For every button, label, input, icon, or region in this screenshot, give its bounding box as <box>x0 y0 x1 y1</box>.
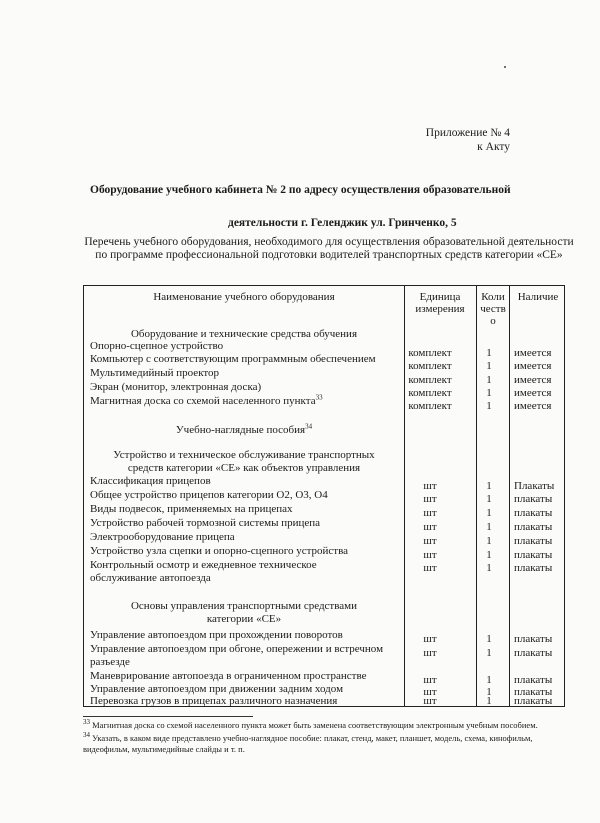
table-row-unit: комплект <box>408 387 452 399</box>
table-row-avail: плакаты <box>514 562 553 574</box>
footnote-text: Указать, в каком виде представлено учебно-наглядное пособие: плакат, стенд, макет, планшет, модель, схема, кинофильм, видеофильм, мультимедийные слайды и т. п. <box>83 733 533 754</box>
table-row-unit: шт <box>423 480 437 492</box>
table-row-avail: плакаты <box>514 549 553 561</box>
table-row-avail: плакаты <box>514 686 553 698</box>
section-visual-aids-text: Учебно-наглядные пособия <box>175 424 306 436</box>
table-row-unit: комплект <box>408 374 452 386</box>
column-divider-avail <box>509 286 510 706</box>
footnote-number: 34 <box>83 731 90 740</box>
appendix-line-1: Приложение № 4 <box>425 127 510 139</box>
table-row-avail: плакаты <box>514 633 553 645</box>
table-row-unit: шт <box>423 521 437 533</box>
footnote-33 <box>83 720 565 731</box>
table-row-qty: 1 <box>486 387 492 399</box>
footnote-text: Магнитная доска со схемой населенного пункта может быть заменена соответствующим электронным учебным пособием. <box>92 720 538 730</box>
table-row-qty: 1 <box>486 549 492 561</box>
footnote-ref-33: 33 <box>315 393 323 402</box>
table-row-name: Виды подвесок, применяемых на прицепах <box>90 503 293 515</box>
table-row-qty: 1 <box>486 633 492 645</box>
table-row-avail: имеется <box>514 347 552 359</box>
table-row-name: Электрооборудование прицепа <box>90 531 235 543</box>
table-row-qty: 1 <box>486 674 492 686</box>
table-row-name: Устройство рабочей тормозной системы прицепа <box>90 517 321 529</box>
footnote-number: 33 <box>83 718 90 727</box>
table-row-name: Компьютер с соответствующим программным обеспечением <box>90 353 376 365</box>
table-row-name: Управление автопоездом при прохождении поворотов <box>90 629 343 641</box>
table-row-unit: шт <box>423 633 437 645</box>
table-row-unit: шт <box>423 549 437 561</box>
section-visual-aids <box>84 424 404 437</box>
footnotes <box>83 720 565 755</box>
table-row-qty: 1 <box>486 374 492 386</box>
table-row-name: Мультимедийный проектор <box>90 367 220 379</box>
header-name: Наименование учебного оборудования <box>153 291 335 303</box>
table-row-avail: плакаты <box>514 647 553 659</box>
document-heading <box>60 183 580 230</box>
table-row-avail: плакаты <box>514 695 553 707</box>
table-row-qty: 1 <box>486 521 492 533</box>
table-row-unit: комплект <box>408 360 452 372</box>
section-equipment: Оборудование и технические средства обучения <box>130 328 358 340</box>
table-row-qty: 1 <box>486 647 492 659</box>
table-row-unit: комплект <box>408 400 452 412</box>
table-row-name: Маневрирование автопоезда в ограниченном пространстве <box>90 670 367 682</box>
table-row-qty: 1 <box>486 686 492 698</box>
table-row-qty: 1 <box>486 562 492 574</box>
table-row-avail: Плакаты <box>514 480 555 492</box>
section-driving-basics: Основы управления транспортными средствами категории «СЕ» <box>130 600 358 625</box>
table-row-avail: плакаты <box>514 521 553 533</box>
equipment-table <box>83 285 565 707</box>
appendix-label <box>400 126 510 154</box>
table-row-unit: шт <box>423 647 437 659</box>
table-row-avail: имеется <box>514 400 552 412</box>
table-row-qty: 1 <box>486 535 492 547</box>
table-row-unit: шт <box>423 507 437 519</box>
table-row-name: Управление автопоездом при движении задним ходом <box>90 683 344 695</box>
appendix-line-2: к Акту <box>477 141 510 153</box>
footnote-ref-34: 34 <box>305 422 313 431</box>
table-row-avail: имеется <box>514 374 552 386</box>
table-row-qty: 1 <box>486 695 492 707</box>
table-row-unit: шт <box>423 493 437 505</box>
row-name-text: Магнитная доска со схемой населенного пункта <box>90 395 316 407</box>
section-device-maintenance: Устройство и техническое обслуживание транспортных средств категории «СЕ» как объектов управления <box>113 449 375 474</box>
table-row-avail: плакаты <box>514 493 553 505</box>
table-row-name: Экран (монитор, электронная доска) <box>90 381 262 393</box>
table-row-name: Опорно-сцепное устройство <box>90 340 224 352</box>
header-unit: Единица измерения <box>415 291 465 315</box>
intro-paragraph: Перечень учебного оборудования, необходимого для осуществления образовательной деятельности по программе профессиональной подготовки водителей транспортных средств категории «СЕ» <box>84 236 574 261</box>
table-row-qty: 1 <box>486 360 492 372</box>
header-avail: Наличие <box>517 291 559 303</box>
footnote-separator <box>83 716 253 717</box>
table-row-unit: шт <box>423 695 437 707</box>
table-row-name: Перевозка грузов в прицепах различного назначения <box>90 695 338 707</box>
table-row-unit: шт <box>423 674 437 686</box>
table-row-avail: плакаты <box>514 535 553 547</box>
table-row-qty: 1 <box>486 480 492 492</box>
table-row-name: Классификация прицепов <box>90 475 211 487</box>
heading-line-2: деятельности г. Геленджик ул. Гринченко, 5 <box>228 217 457 229</box>
table-row-unit: шт <box>423 562 437 574</box>
column-divider-qty <box>476 286 477 706</box>
table-row-name: Управление автопоездом при обгоне, опережении и встречном разъезде <box>90 643 384 668</box>
header-qty: Коли честв о <box>480 291 506 327</box>
table-row-avail: плакаты <box>514 507 553 519</box>
table-row-avail: имеется <box>514 360 552 372</box>
footnote-34 <box>83 733 565 755</box>
table-row-qty: 1 <box>486 400 492 412</box>
table-row-unit: комплект <box>408 347 452 359</box>
table-row-name: Устройство узла сцепки и опорно-сцепного устройства <box>90 545 349 557</box>
table-row-name: Контрольный осмотр и ежедневное техническое обслуживание автопоезда <box>90 559 317 584</box>
heading-line-1: Оборудование учебного кабинета № 2 по адресу осуществления образовательной <box>90 184 511 196</box>
table-row-unit: шт <box>423 686 437 698</box>
table-row-avail: имеется <box>514 387 552 399</box>
table-row-name: Общее устройство прицепов категории О2, О3, О4 <box>90 489 328 501</box>
scan-speck <box>504 66 506 68</box>
table-row-qty: 1 <box>486 347 492 359</box>
table-row-qty: 1 <box>486 507 492 519</box>
table-row-qty: 1 <box>486 493 492 505</box>
table-row-unit: шт <box>423 535 437 547</box>
table-row-name <box>90 395 402 408</box>
table-row-avail: плакаты <box>514 674 553 686</box>
